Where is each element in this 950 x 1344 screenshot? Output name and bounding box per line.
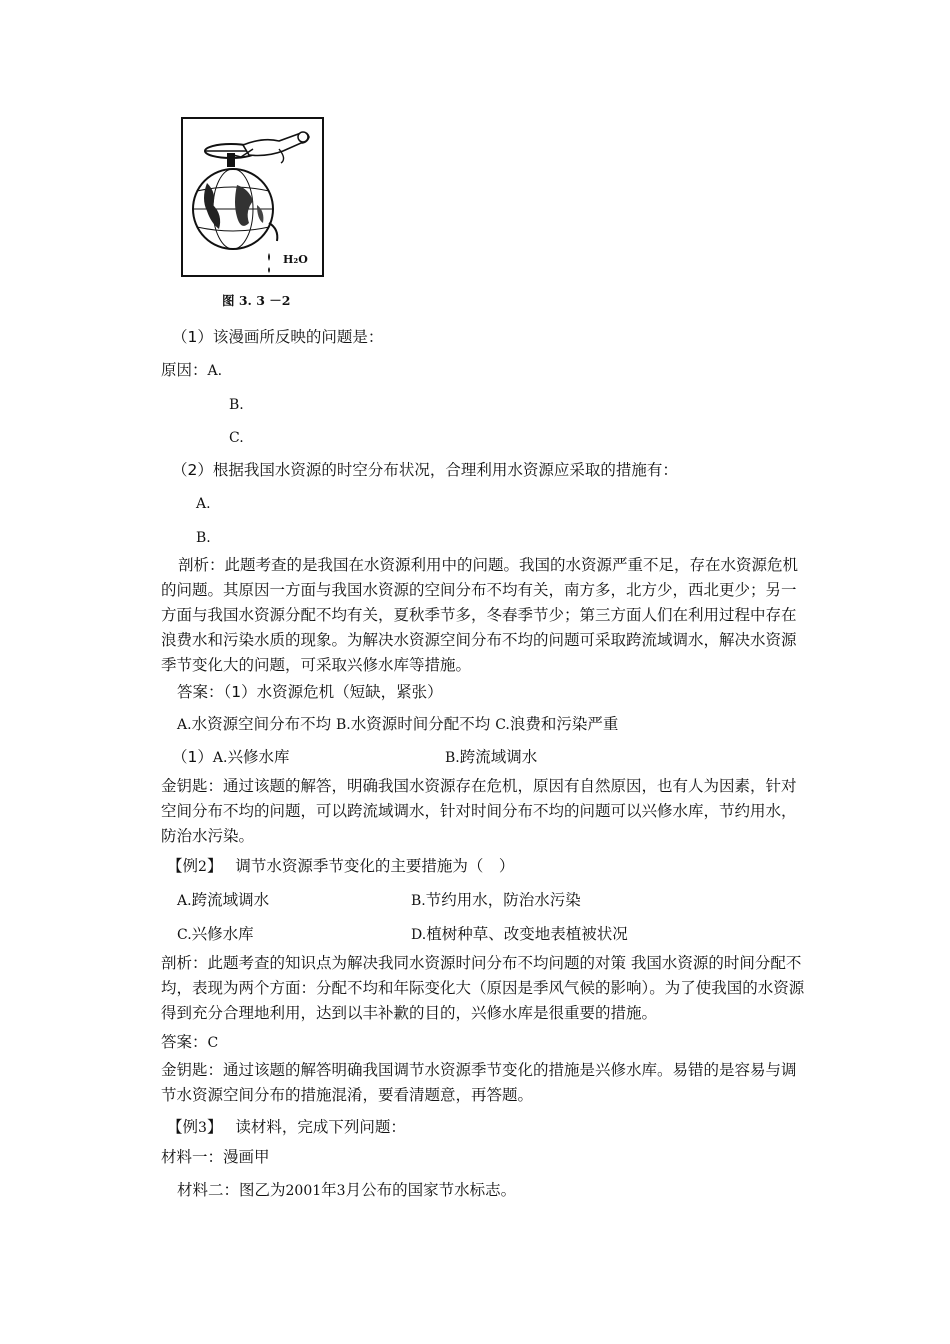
h2o-label: H₂O [283, 253, 308, 266]
answer-2-row: 答案：C [161, 1033, 219, 1051]
key-2: 金钥匙：通过该题的解答明确我国调节水资源季节变化的措施是兴修水库。易错的是容易与调节水资源空间分布的措施混淆，要看清题意，再答题。 [161, 1061, 797, 1104]
answer-1-row [177, 682, 443, 702]
example-3-header: 【例3】 读材料，完成下列问题： [167, 1118, 406, 1136]
answer-1-options: A.水资源空间分布不均 B.水资源时间分配不均 C.浪费和污染严重 [177, 715, 619, 733]
ex2-option-c: C.兴修水库 [177, 925, 254, 943]
measure-a: A. [196, 496, 211, 512]
ex2-option-d: D.植树种草、改变地表植被状况 [411, 925, 628, 943]
answer-1-b: 水资源时间分配不均 [350, 715, 491, 733]
analysis-1: 剖析：此题考查的是我国在水资源利用中的问题。我国的水资源严重不足，存在水资源危机的问题。其原因一方面与我国水资源的空间分布不均有关，南方多，北方少，西北更少；另一方面与我国水资源分配不均有关，夏秋季节多，冬春季节少；第三方面人们在利用过程中存在浪费水和污染水质的现象。为解决水资源空间分布不均的问题可采取跨流域调水，解决水资源季节变化大的问题，可采取兴修水库等措施。 [161, 556, 799, 674]
cause-c: C. [229, 430, 244, 446]
figure-caption: 图 3. 3 －2 [222, 293, 291, 308]
example-3-question: 读材料，完成下列问题： [235, 1118, 406, 1136]
analysis-2: 剖析：此题考查的知识点为解决我同水资源时问分布不均问题的对策 我国水资源的时间分配不均，表现为两个方面：分配不均和年际变化大（原因是季风气候的影响）。为了使我国的水资源得到充分合理地利用，达到以丰补歉的目的，兴修水库是很重要的措施。 [161, 954, 805, 1022]
question-2: （2）根据我国水资源的时空分布状况，合理利用水资源应采取的措施有： [172, 461, 678, 479]
key-1: 金钥匙：通过该题的解答，明确我国水资源存在危机，原因有自然原因，也有人为因素，针对空间分布不均的问题，可以跨流域调水，针对时间分布不均的问题可以兴修水库，节约用水，防治水污染。 [161, 777, 797, 845]
example-2-question: 调节水资源季节变化的主要措施为（ ） [235, 857, 515, 875]
answer-1-part2: （1）A.兴修水库 [172, 748, 290, 766]
ex2-option-a: A.跨流域调水 [177, 891, 270, 909]
example-2-header: 【例2】 调节水资源季节变化的主要措施为（ ） [167, 857, 515, 875]
answer-2-value: C [207, 1035, 219, 1051]
answer-1-main: （1）水资源危机（短缺，紧张） [223, 683, 443, 701]
cartoon-figure [181, 117, 324, 277]
ex2-option-b: B.节约用水，防治水污染 [411, 891, 581, 909]
globe-tap-cartoon [183, 119, 322, 275]
question-1: （1）该漫画所反映的问题是： [172, 328, 384, 346]
measure-b: B. [196, 530, 211, 546]
answer-1-part2-b: B.跨流域调水 [445, 748, 538, 766]
answer-1-2-a: 兴修水库 [227, 748, 290, 766]
cause-b: B. [229, 397, 244, 413]
answer-1-c: 浪费和污染严重 [509, 715, 619, 733]
answer-1-2-b: 跨流域调水 [459, 748, 538, 766]
cause-row-a [161, 360, 222, 381]
material-2: 材料二：图乙为2001年3月公布的国家节水标志。 [177, 1181, 517, 1199]
answer-1-label: 答案： [177, 683, 224, 701]
cause-a: A. [207, 363, 223, 379]
material-1: 材料一：漫画甲 [161, 1148, 270, 1166]
answer-1-a: 水资源空间分布不均 [191, 715, 332, 733]
cause-label: 原因： [161, 361, 208, 379]
